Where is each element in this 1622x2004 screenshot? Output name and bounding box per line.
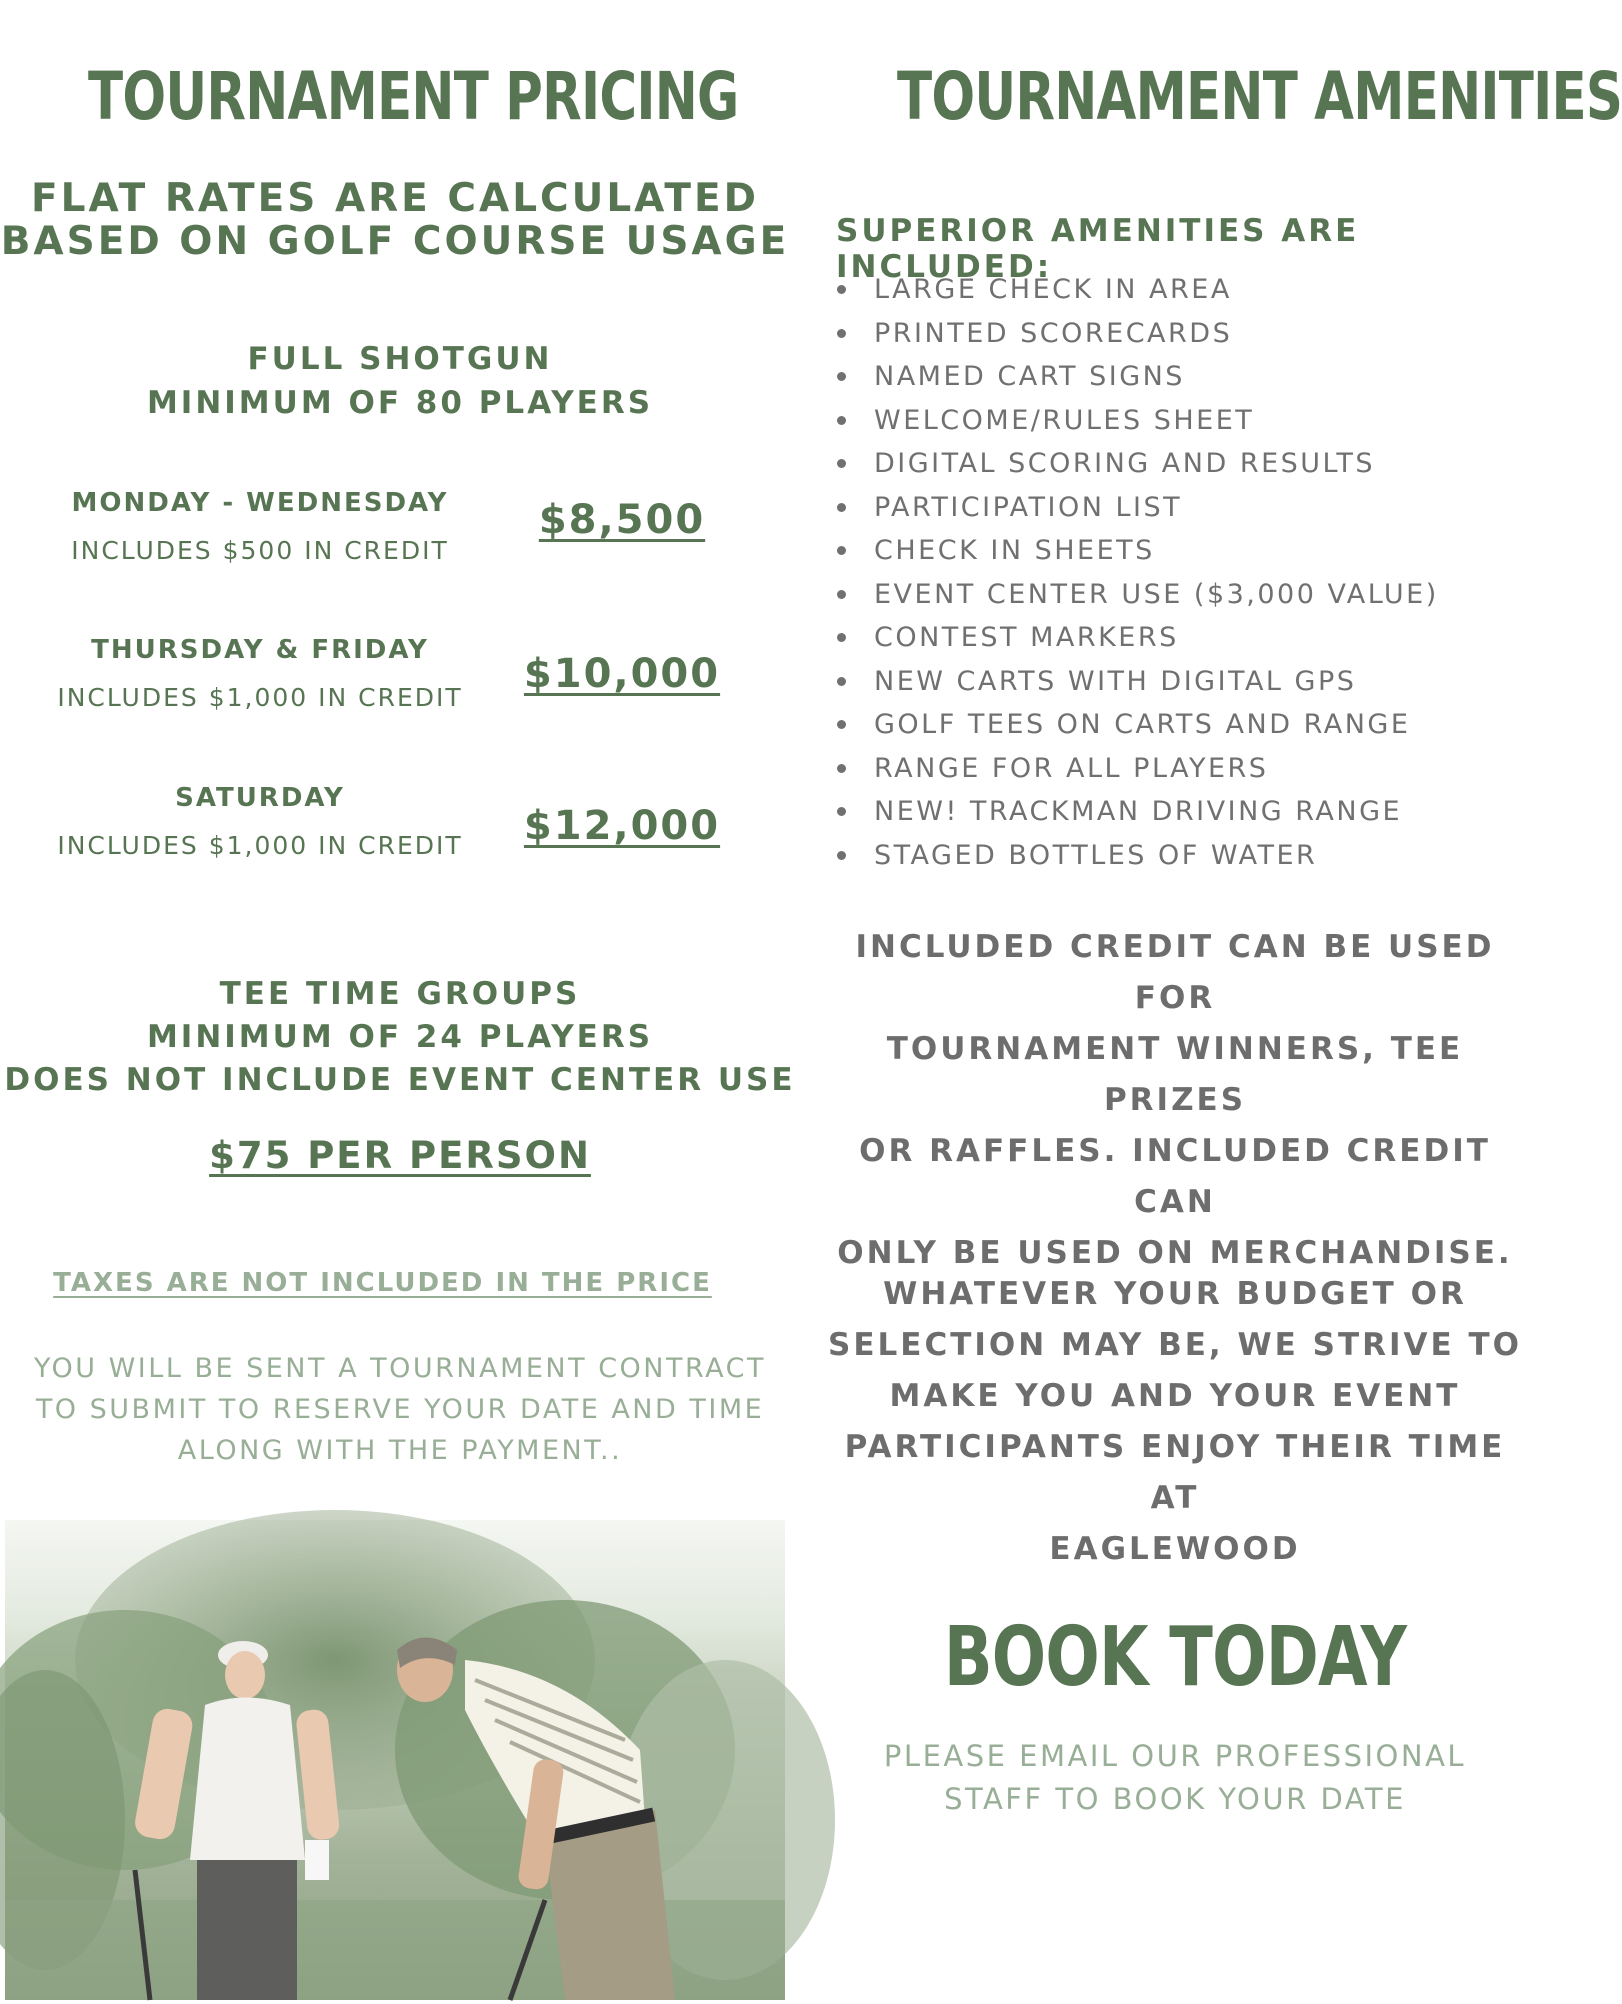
budget-note-line: PARTICIPANTS ENJOY THEIR TIME AT — [844, 1429, 1506, 1516]
tee-time-price: $75 PER PERSON — [209, 1134, 591, 1177]
golfers-illustration — [5, 1520, 785, 2000]
tee-time-line2: MINIMUM OF 24 PLAYERS — [146, 1019, 654, 1055]
tee-time-heading — [0, 973, 800, 1102]
list-item: NEW! TRACKMAN DRIVING RANGE — [837, 790, 1527, 834]
book-today-block — [820, 1610, 1530, 1705]
credit-note-line: INCLUDED CREDIT CAN BE USED FOR — [855, 929, 1495, 1016]
book-note-line2: STAFF TO BOOK YOUR DATE — [944, 1782, 1406, 1816]
contract-note-line1: YOU WILL BE SENT A TOURNAMENT CONTRACT — [34, 1353, 766, 1384]
pricing-subtitle-line2: BASED ON GOLF COURSE USAGE — [0, 218, 790, 264]
amenities-subtitle: SUPERIOR AMENITIES ARE INCLUDED: — [836, 213, 1360, 285]
list-item: GOLF TEES ON CARTS AND RANGE — [837, 703, 1527, 747]
golfers-photo — [5, 1520, 785, 2000]
budget-note-line: MAKE YOU AND YOUR EVENT — [889, 1378, 1461, 1414]
pricing-subtitle — [0, 178, 790, 264]
list-item: PARTICIPATION LIST — [837, 486, 1527, 530]
bullet-icon — [837, 546, 846, 555]
taxes-note: TAXES ARE NOT INCLUDED IN THE PRICE — [53, 1268, 712, 1298]
contract-note-line3: ALONG WITH THE PAYMENT.. — [177, 1435, 623, 1466]
rate-credit: INCLUDES $1,000 IN CREDIT — [57, 683, 463, 712]
bullet-icon — [837, 677, 846, 686]
bullet-icon — [837, 372, 846, 381]
tee-time-line3: DOES NOT INCLUDE EVENT CENTER USE — [4, 1062, 796, 1098]
rate-price: $10,000 — [523, 651, 721, 697]
bullet-icon — [837, 590, 846, 599]
budget-note-line: WHATEVER YOUR BUDGET OR — [883, 1276, 1467, 1312]
book-today-title: BOOK TODAY — [943, 1610, 1407, 1705]
rate-day: MONDAY - WEDNESDAY — [71, 488, 449, 518]
rate-day: SATURDAY — [175, 783, 345, 813]
list-item: PRINTED SCORECARDS — [837, 312, 1527, 356]
list-item: DIGITAL SCORING AND RESULTS — [837, 442, 1527, 486]
book-note — [820, 1735, 1530, 1821]
list-item: WELCOME/RULES SHEET — [837, 399, 1527, 443]
shotgun-line2: MINIMUM OF 80 PLAYERS — [146, 385, 654, 421]
bullet-icon — [837, 807, 846, 816]
bullet-icon — [837, 503, 846, 512]
rate-credit: INCLUDES $1,000 IN CREDIT — [57, 831, 463, 860]
credit-note-line: TOURNAMENT WINNERS, TEE PRIZES — [886, 1031, 1464, 1118]
bullet-icon — [837, 285, 846, 294]
book-note-line1: PLEASE EMAIL OUR PROFESSIONAL — [883, 1739, 1467, 1773]
bullet-icon — [837, 851, 846, 860]
bullet-icon — [837, 764, 846, 773]
pricing-subtitle-line1: FLAT RATES ARE CALCULATED — [31, 176, 759, 221]
budget-note-line: EAGLEWOOD — [1049, 1531, 1301, 1567]
shotgun-heading — [0, 337, 800, 425]
list-item: RANGE FOR ALL PLAYERS — [837, 747, 1527, 791]
rate-price: $12,000 — [523, 803, 721, 849]
rate-row-mon-wed — [40, 488, 480, 565]
bullet-icon — [837, 459, 846, 468]
amenities-title: TOURNAMENT AMENITIES — [897, 58, 1622, 135]
amenities-list — [837, 268, 1527, 877]
list-item: STAGED BOTTLES OF WATER — [837, 834, 1527, 878]
contract-note-line2: TO SUBMIT TO RESERVE YOUR DATE AND TIME — [35, 1394, 765, 1425]
tee-time-line1: TEE TIME GROUPS — [219, 976, 581, 1012]
budget-note — [820, 1269, 1530, 1575]
contract-note — [0, 1348, 800, 1471]
list-item: LARGE CHECK IN AREA — [837, 268, 1527, 312]
rate-credit: INCLUDES $500 IN CREDIT — [71, 536, 449, 565]
amenities-section — [820, 58, 1622, 135]
list-item: NAMED CART SIGNS — [837, 355, 1527, 399]
credit-note-line: ONLY BE USED ON MERCHANDISE. — [837, 1235, 1513, 1271]
credit-note-line: OR RAFFLES. INCLUDED CREDIT CAN — [859, 1133, 1491, 1220]
pricing-title: TOURNAMENT PRICING — [88, 58, 739, 135]
bullet-icon — [837, 329, 846, 338]
credit-note — [820, 922, 1530, 1279]
bullet-icon — [837, 720, 846, 729]
list-item: CHECK IN SHEETS — [837, 529, 1527, 573]
budget-note-line: SELECTION MAY BE, WE STRIVE TO — [828, 1327, 1522, 1363]
list-item: CONTEST MARKERS — [837, 616, 1527, 660]
bullet-icon — [837, 416, 846, 425]
bullet-icon — [837, 633, 846, 642]
shotgun-line1: FULL SHOTGUN — [247, 341, 553, 377]
rate-row-thu-fri — [40, 635, 480, 712]
list-item: EVENT CENTER USE ($3,000 VALUE) — [837, 573, 1527, 617]
rate-price: $8,500 — [538, 497, 706, 543]
pricing-section — [0, 58, 800, 135]
list-item: NEW CARTS WITH DIGITAL GPS — [837, 660, 1527, 704]
rate-day: THURSDAY & FRIDAY — [91, 635, 429, 665]
rate-row-saturday — [40, 783, 480, 860]
